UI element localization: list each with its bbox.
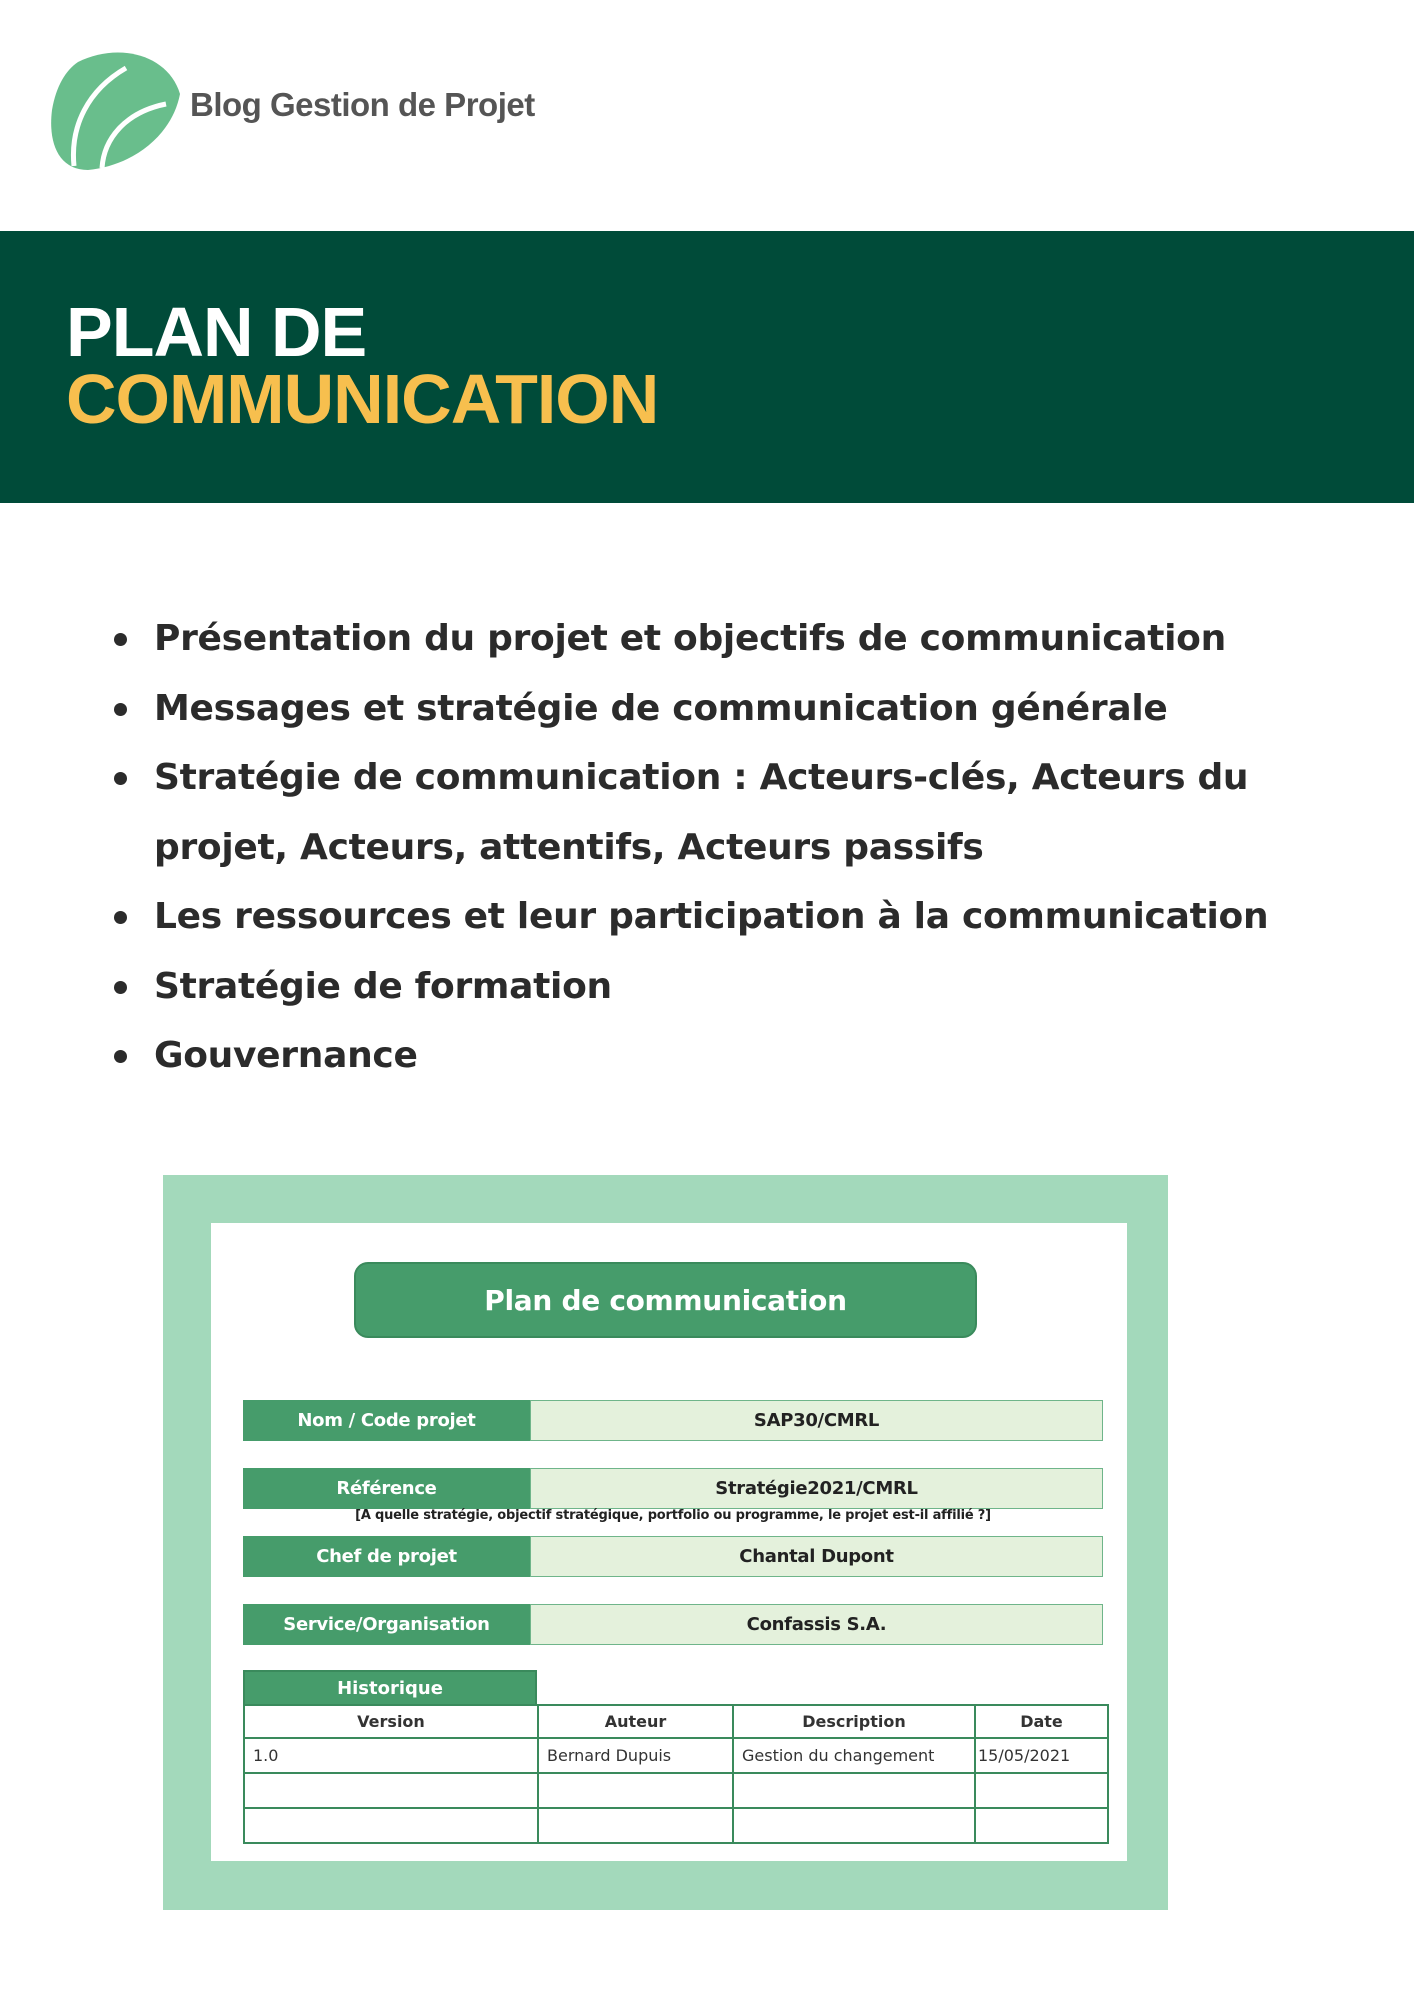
table-cell — [733, 1808, 975, 1843]
field-value: SAP30/CMRL — [530, 1400, 1103, 1441]
table-cell — [975, 1808, 1108, 1843]
table-cell: 15/05/2021 — [975, 1738, 1108, 1773]
table-cell: Bernard Dupuis — [538, 1738, 733, 1773]
table-cell — [538, 1773, 733, 1808]
logo-text: Blog Gestion de Projet — [190, 86, 535, 123]
bullet-icon — [114, 772, 127, 785]
list-item: Stratégie de communication : Acteurs-clés, Acteurs du projet, Acteurs, attentifs, Acteurs passifs — [110, 743, 1360, 882]
field-project-manager — [243, 1536, 1103, 1577]
template-preview-frame — [163, 1175, 1168, 1910]
historique-header: Historique — [243, 1670, 537, 1706]
column-header: Date — [975, 1705, 1108, 1738]
field-reference — [243, 1468, 1103, 1509]
banner-title-line1: PLAN DE — [66, 293, 367, 371]
table-cell — [733, 1773, 975, 1808]
content-bullet-list — [110, 604, 1360, 1091]
field-label: Chef de projet — [243, 1536, 530, 1577]
bullet-icon — [114, 703, 127, 716]
field-label: Service/Organisation — [243, 1604, 530, 1645]
field-project-code — [243, 1400, 1103, 1441]
table-row — [244, 1773, 1108, 1808]
list-item: Stratégie de formation — [110, 952, 1360, 1022]
bullet-icon — [114, 911, 127, 924]
bullet-icon — [114, 633, 127, 646]
table-cell — [244, 1808, 538, 1843]
field-label: Nom / Code projet — [243, 1400, 530, 1441]
leaf-logo-icon — [48, 46, 180, 172]
list-item: Présentation du projet et objectifs de communication — [110, 604, 1360, 674]
bullet-icon — [114, 1050, 127, 1063]
sheet-title: Plan de communication — [354, 1262, 977, 1338]
bullet-icon — [114, 981, 127, 994]
table-cell — [538, 1808, 733, 1843]
field-organisation — [243, 1604, 1103, 1645]
table-cell — [975, 1773, 1108, 1808]
table-cell: 1.0 — [244, 1738, 538, 1773]
blog-logo — [48, 46, 535, 172]
reference-note: [A quelle stratégie, objectif stratégique, portfolio ou programme, le projet est-il affilié ?] — [355, 1508, 991, 1523]
banner-title-line2: COMMUNICATION — [66, 360, 659, 438]
list-item: Messages et stratégie de communication générale — [110, 674, 1360, 744]
list-item: Gouvernance — [110, 1021, 1360, 1091]
table-cell: Gestion du changement — [733, 1738, 975, 1773]
field-label: Référence — [243, 1468, 530, 1509]
table-row — [244, 1808, 1108, 1843]
field-value: Chantal Dupont — [530, 1536, 1103, 1577]
table-row — [244, 1738, 1108, 1773]
list-item: Les ressources et leur participation à la communication — [110, 882, 1360, 952]
title-banner — [0, 231, 1414, 503]
table-cell — [244, 1773, 538, 1808]
column-header: Description — [733, 1705, 975, 1738]
field-value: Stratégie2021/CMRL — [530, 1468, 1103, 1509]
template-preview-sheet — [211, 1223, 1127, 1861]
field-value: Confassis S.A. — [530, 1604, 1103, 1645]
column-header: Version — [244, 1705, 538, 1738]
column-header: Auteur — [538, 1705, 733, 1738]
historique-table — [243, 1704, 1109, 1844]
table-header-row — [244, 1705, 1108, 1738]
